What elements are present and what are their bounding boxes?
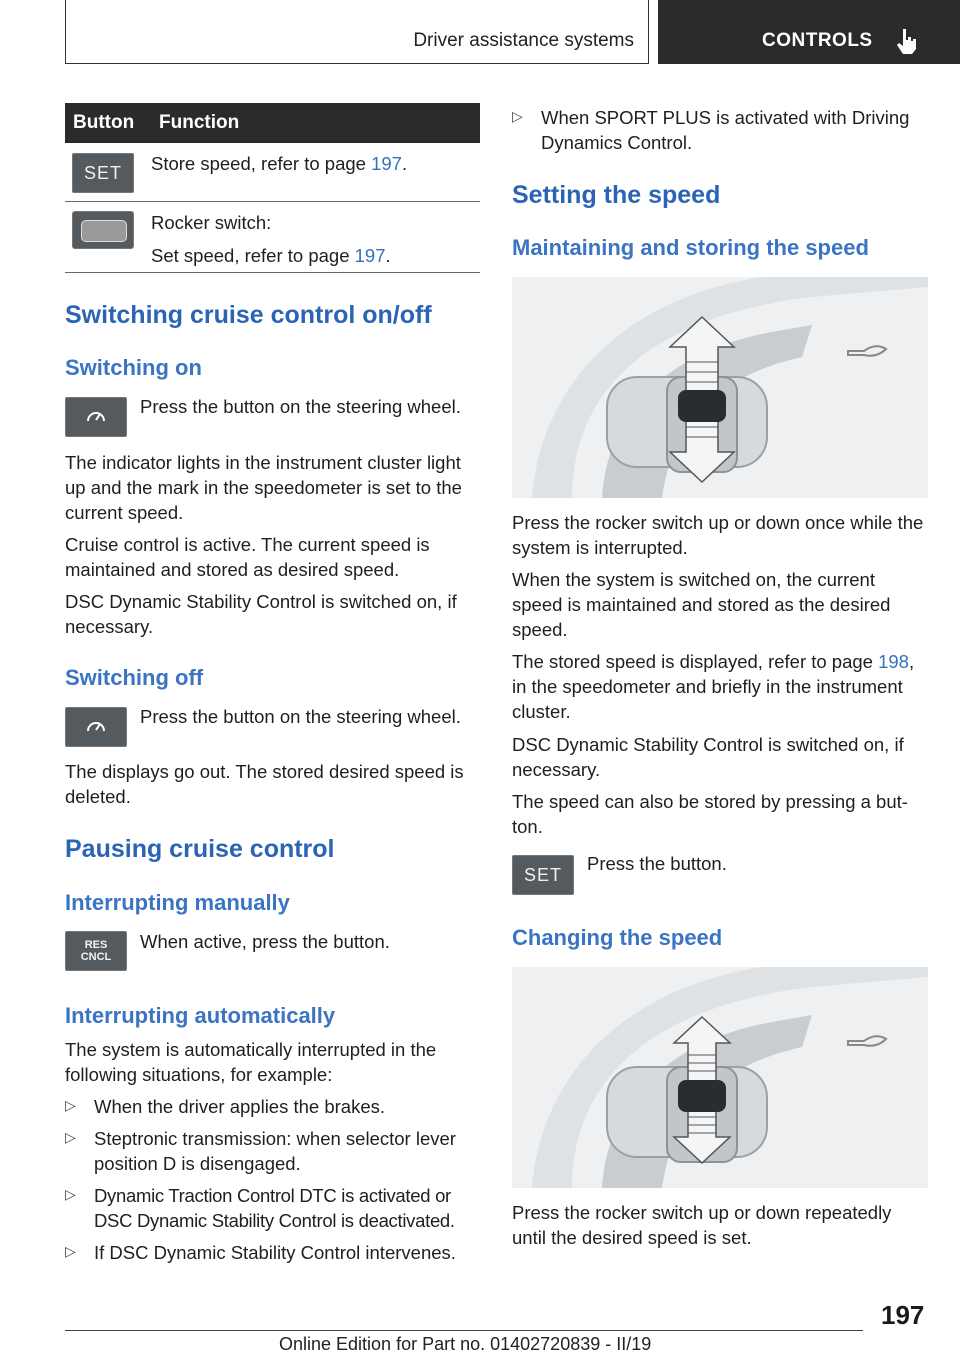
- paragraph: DSC Dynamic Stability Control is switched on, if necessary.: [512, 734, 904, 780]
- heading-changing-the-speed: Changing the speed: [512, 925, 723, 950]
- triangle-bullet-icon: ▷: [65, 1243, 76, 1259]
- paragraph: The speed can also be stored by pressing a but‐ton.: [512, 791, 908, 837]
- footer-edition: Online Edition for Part no. 01402720839 - II/19: [279, 1334, 652, 1354]
- table-divider: [65, 201, 480, 202]
- heading-maintaining-storing: Maintaining and storing the speed: [512, 235, 869, 260]
- column-header-function: Function: [151, 103, 480, 143]
- table-row-rocker-line2: Set speed, refer to page 197.: [151, 245, 391, 266]
- triangle-bullet-icon: ▷: [65, 1186, 76, 1202]
- heading-setting-the-speed: Setting the speed: [512, 181, 721, 209]
- cruise-control-button-icon: [65, 707, 127, 747]
- footer-divider: [65, 1330, 863, 1331]
- cruise-control-button-icon: [65, 397, 127, 437]
- page-link[interactable]: 197: [371, 153, 402, 174]
- column-header-button: Button: [65, 103, 151, 143]
- header-chapter-title: CONTROLS: [762, 30, 873, 51]
- table-row-rocker-line1: Rocker switch:: [151, 212, 272, 233]
- function-table: [65, 103, 480, 143]
- heading-interrupting-automatically: Interrupting automatically: [65, 1003, 336, 1028]
- manual-instruction: When active, press the button.: [140, 931, 390, 952]
- paragraph: Cruise control is active. The current speed is maintained and stored as desired speed.: [65, 534, 430, 580]
- triangle-bullet-icon: ▷: [65, 1097, 76, 1113]
- heading-switching-cruise-control: Switching cruise control on/off: [65, 301, 432, 329]
- paragraph: The system is automatically interrupted in the following situations, for example:: [65, 1039, 437, 1085]
- heading-pausing-cruise-control: Pausing cruise control: [65, 835, 335, 863]
- table-row-set-function: Store speed, refer to page 197.: [151, 153, 408, 174]
- header-section-title: Driver assistance systems: [413, 30, 634, 51]
- heading-switching-off: Switching off: [65, 665, 204, 690]
- res-cncl-button-icon: RES CNCL: [65, 931, 127, 971]
- heading-interrupting-manually: Interrupting manually: [65, 890, 290, 915]
- rocker-switch-icon: [72, 211, 134, 249]
- page-number: 197: [881, 1300, 925, 1330]
- set-button-icon: SET: [512, 855, 574, 895]
- table-divider: [65, 272, 480, 273]
- paragraph: DSC Dynamic Stability Control is switched on, if necessary.: [65, 591, 457, 637]
- triangle-bullet-icon: ▷: [65, 1129, 76, 1145]
- paragraph: The displays go out. The stored desired speed is deleted.: [65, 761, 464, 807]
- header-section-tab: [65, 0, 649, 64]
- table-header-row: [65, 103, 480, 143]
- steering-wheel-rocker-image: [512, 277, 928, 498]
- steering-wheel-rocker-image: [512, 967, 928, 1188]
- page-link[interactable]: 198: [878, 651, 909, 672]
- set-instruction: Press the button.: [587, 853, 727, 874]
- paragraph: The stored speed is displayed, refer to page 198, in the speedometer and briefly in the instrument cluster.: [512, 651, 915, 722]
- paragraph: When the system is switched on, the current speed is maintained and stored as the desired speed.: [512, 569, 891, 640]
- page-link[interactable]: 197: [354, 245, 386, 266]
- hand-pointer-icon: [894, 27, 920, 55]
- set-button-icon: SET: [72, 153, 134, 193]
- switching-off-instruction: Press the button on the steering wheel.: [140, 706, 461, 727]
- paragraph: Press the rocker switch up or down repeatedly until the desired speed is set.: [512, 1202, 892, 1248]
- heading-switching-on: Switching on: [65, 355, 202, 380]
- paragraph: The indicator lights in the instrument cluster light up and the mark in the speedometer is set to the current speed.: [65, 452, 462, 523]
- paragraph: Press the rocker switch up or down once while the system is interrupted.: [512, 512, 924, 558]
- triangle-bullet-icon: ▷: [512, 108, 523, 124]
- switching-on-instruction: Press the button on the steering wheel.: [140, 396, 461, 417]
